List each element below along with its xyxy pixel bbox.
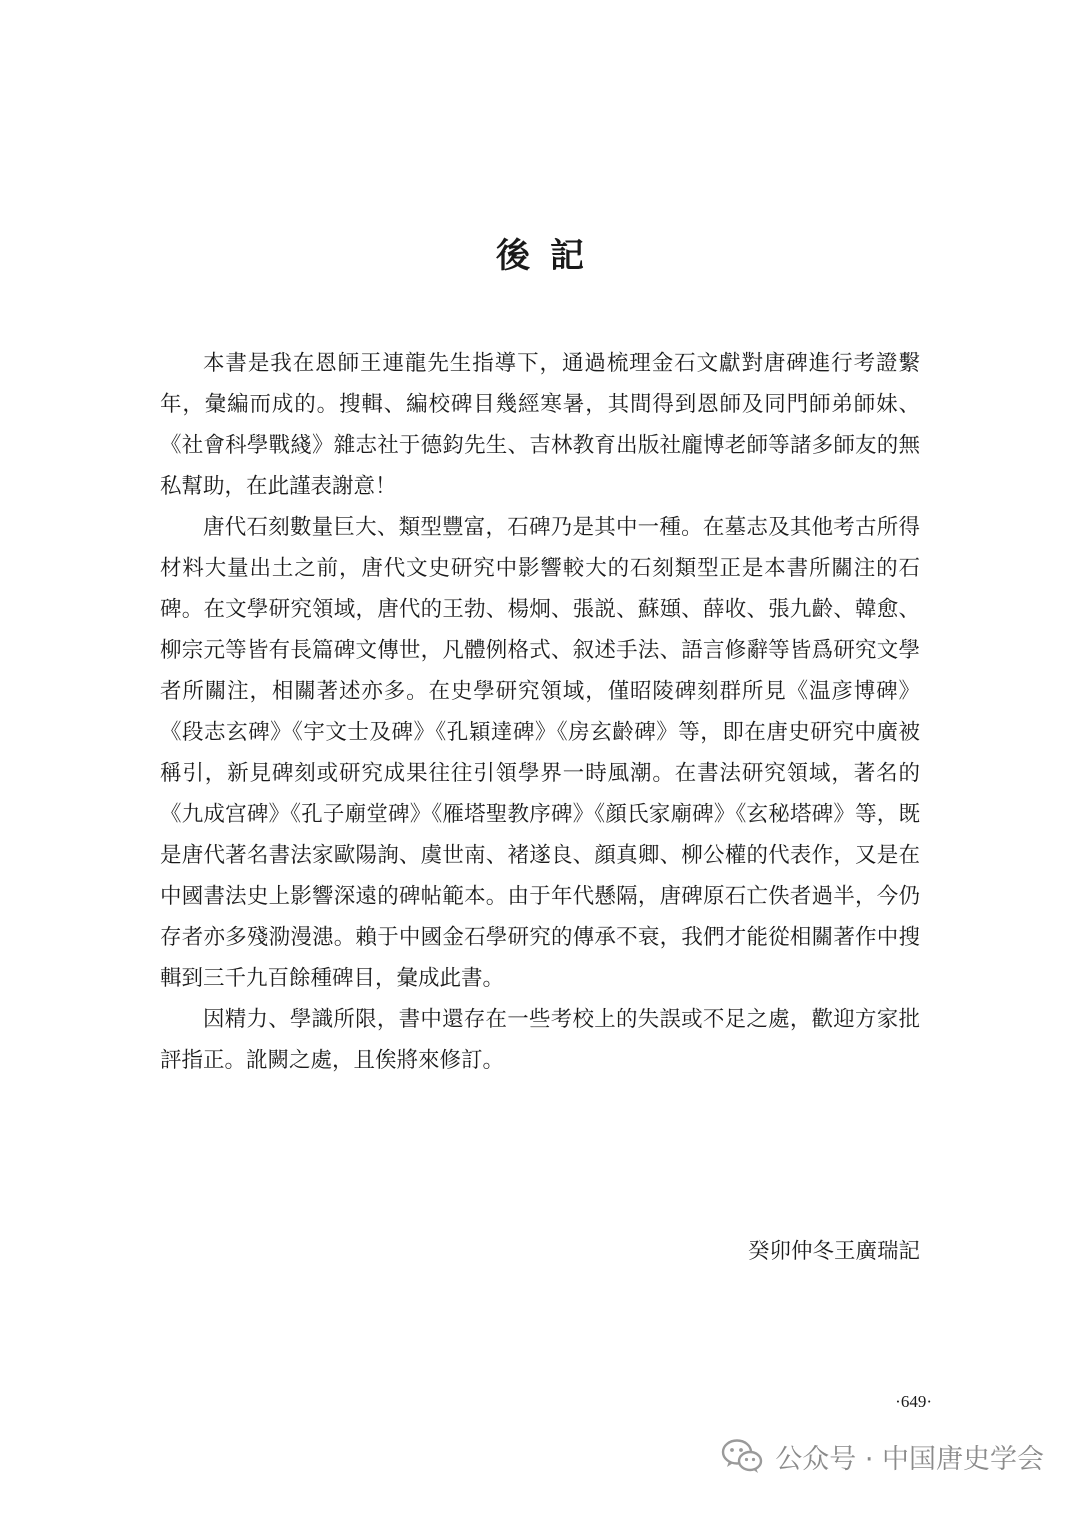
author-signature: 癸卯仲冬王廣瑞記 — [747, 1239, 920, 1264]
paragraph: 唐代石刻數量巨大、類型豐富，石碑乃是其中一種。在墓志及其他考古所得材料大量出土之前，唐代文史研究中影響較大的石刻類型正是本書所關注的石碑。在文學研究領域，唐代的王勃、楊炯、張説、蘇頲、薛收、張九齡、韓愈、柳宗元等皆有長篇碑文傳世，凡體例格式、叙述手法、語言修辭等皆爲研究文學者所關注，相關著述亦多。在史學研究領域，僅昭陵碑刻群所見《温彦博碑》《段志玄碑》《宇文士及碑》《孔穎達碑》《房玄齡碑》等，即在唐史研究中廣被稱引，新見碑刻或研究成果往往引領學界一時風潮。在書法研究領域，著名的《九成宫碑》《孔子廟堂碑》《雁塔聖教序碑》《顔氏家廟碑》《玄秘塔碑》等，既是唐代著名書法家歐陽詢、虞世南、褚遂良、顔真卿、柳公權的代表作，又是在中國書法史上影響深遠的碑帖範本。由于年代懸隔，唐碑原石亡佚者過半，今仍存者亦多殘泐漫漶。賴于中國金石學研究的傳承不衰，我們才能從相關著作中搜輯到三千九百餘種碑目，彙成此書。 — [160, 515, 920, 991]
paragraph: 因精力、學識所限，書中還存在一些考校上的失誤或不足之處，歡迎方家批評指正。訛闕之處，且俟將來修訂。 — [160, 1007, 920, 1073]
page-title: 後記 — [496, 236, 604, 276]
watermark — [721, 1432, 1044, 1480]
wechat-icon — [721, 1438, 763, 1474]
paragraph: 本書是我在恩師王連龍先生指導下，通過梳理金石文獻對唐碑進行考證繫年，彙編而成的。搜輯、編校碑目幾經寒暑，其間得到恩師及同門師弟師妹、《社會科學戰綫》雜志社于德鈞先生、吉林教育出版社龐博老師等諸多師友的無私幫助，在此謹表謝意！ — [160, 351, 920, 499]
afterword-body — [160, 343, 920, 1081]
page-number: ·649· — [895, 1392, 932, 1411]
watermark-text: 公众号 · 中国唐史学会 — [775, 1443, 1044, 1475]
